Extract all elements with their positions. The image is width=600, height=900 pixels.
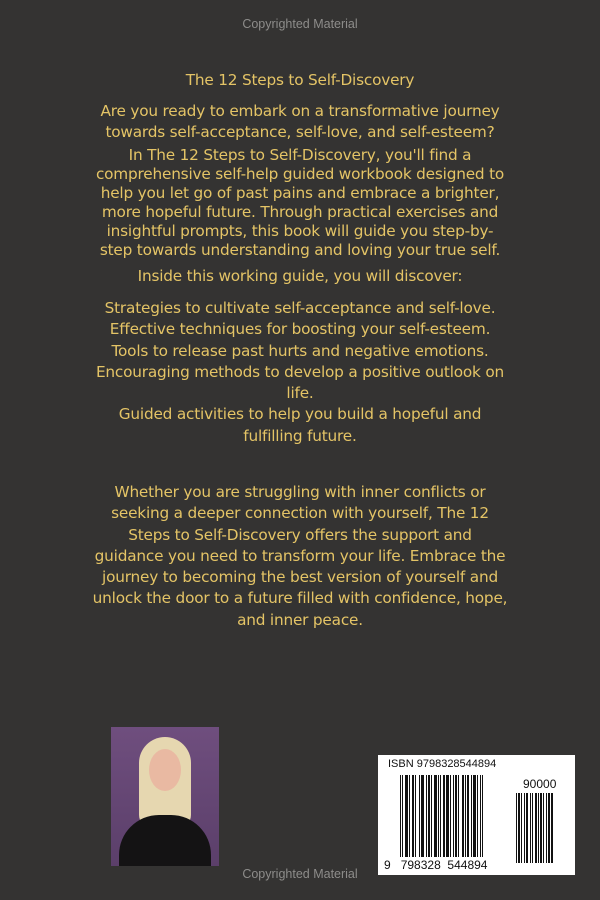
author-body	[119, 815, 211, 866]
main-bars	[400, 775, 483, 857]
text-line: help you let go of past pains and embrace a brighter,	[100, 184, 500, 202]
watermark-top: Copyrighted Material	[242, 17, 358, 31]
closing-paragraph	[0, 482, 600, 631]
digit-group-a: 798328	[400, 858, 441, 872]
price-addon-label: 90000	[523, 777, 557, 791]
text-line: Inside this working guide, you will discover:	[137, 267, 463, 285]
list-item: Effective techniques for boosting your self-esteem.	[109, 320, 491, 339]
text-line: Whether you are struggling with inner conflicts or	[114, 483, 486, 501]
intro-paragraph	[0, 101, 600, 144]
author-photo	[111, 727, 219, 866]
digit-lead: 9	[384, 858, 391, 872]
list-item: Strategies to cultivate self-acceptance and self-love.	[104, 299, 496, 317]
isbn-barcode	[378, 755, 575, 875]
text-line: towards self-acceptance, self-love, and self-esteem?	[105, 123, 495, 142]
text-line: Steps to Self-Discovery offers the support and	[128, 525, 472, 544]
book-title	[0, 70, 600, 91]
isbn-label: ISBN 9798328544894	[388, 758, 497, 770]
text-line: journey to becoming the best version of yourself and	[102, 568, 498, 587]
bullet-list	[0, 298, 600, 447]
list-item: life.	[286, 384, 314, 403]
list-item: fulfilling future.	[243, 426, 357, 445]
text-line: In The 12 Steps to Self-Discovery, you'll find a	[128, 146, 472, 164]
barcode-bar	[551, 793, 553, 863]
list-item: Guided activities to help you build a hopeful and	[118, 405, 482, 424]
text-line: and inner peace.	[237, 610, 363, 629]
list-item: Tools to release past hurts and negative emotions.	[111, 341, 489, 360]
author-face	[149, 749, 181, 791]
text-line: insightful prompts, this book will guide you step-by-	[106, 222, 494, 240]
inside-heading	[0, 266, 600, 287]
text-line: seeking a deeper connection with yourself, The 12	[111, 504, 489, 523]
description-paragraph	[0, 146, 600, 260]
title-line: The 12 Steps to Self-Discovery	[185, 71, 415, 89]
text-line: unlock the door to a future filled with confidence, hope,	[92, 589, 508, 608]
text-line: comprehensive self-help guided workbook designed to	[95, 165, 505, 183]
text-line: step towards understanding and loving your true self.	[99, 241, 501, 259]
watermark-bottom: Copyrighted Material	[242, 867, 358, 881]
text-line: Are you ready to embark on a transformative journey	[100, 102, 500, 120]
text-line: more hopeful future. Through practical exercises and	[101, 203, 499, 221]
barcode-bar	[482, 775, 483, 857]
text-line: guidance you need to transform your life. Embrace the	[94, 546, 506, 565]
addon-bars	[516, 793, 553, 863]
digit-group-b: 544894	[447, 858, 488, 872]
list-item: Encouraging methods to develop a positive outlook on	[95, 362, 505, 381]
